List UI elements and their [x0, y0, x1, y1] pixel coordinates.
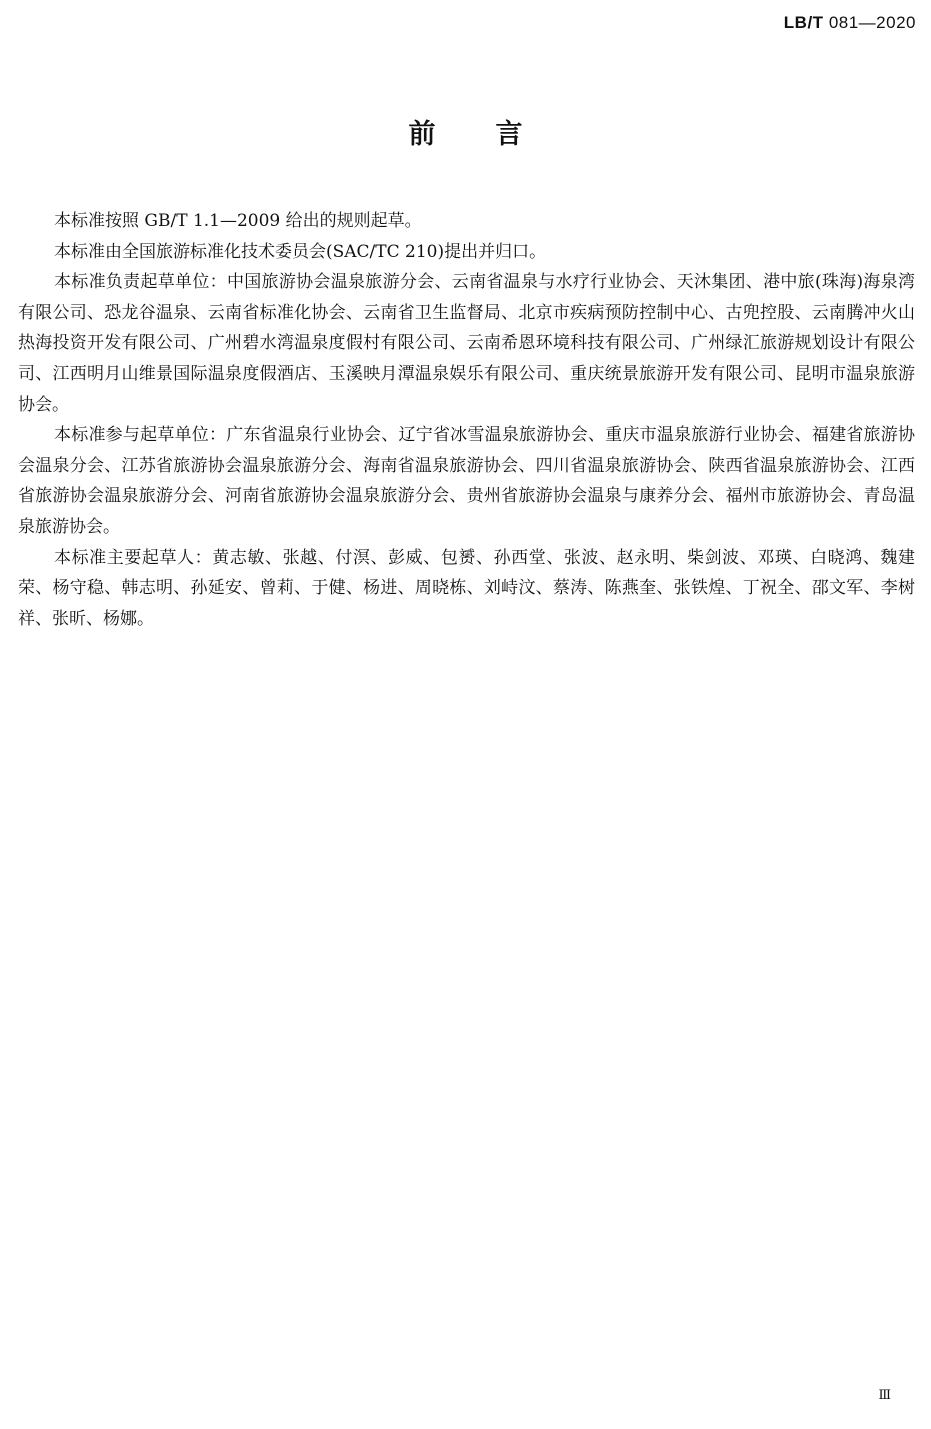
document-code — [784, 13, 916, 33]
paragraph-responsible-units: 本标准负责起草单位：中国旅游协会温泉旅游分会、云南省温泉与水疗行业协会、天沐集团、港中旅(珠海)海泉湾有限公司、恐龙谷温泉、云南省标准化协会、云南省卫生监督局、北京市疾病预防控制中心、古兜控股、云南腾冲火山热海投资开发有限公司、广州碧水湾温泉度假村有限公司、云南希恩环境科技有限公司、广州绿汇旅游规划设计有限公司、江西明月山维景国际温泉度假酒店、玉溪映月潭温泉娱乐有限公司、重庆统景旅游开发有限公司、昆明市温泉旅游协会。 — [18, 272, 915, 415]
paragraph-main-drafters: 本标准主要起草人：黄志敏、张越、付溟、彭威、包赟、孙西堂、张波、赵永明、柴剑波、邓瑛、白晓鸿、魏建荣、杨守稳、韩志明、孙延安、曾莉、于健、杨进、周晓栋、刘峙汶、蔡涛、陈燕奎、张铁煌、丁祝全、邵文军、李树祥、张昕、杨娜。 — [18, 547, 915, 629]
page-title: 前言 — [408, 119, 583, 150]
paragraph-drafting-rules: 本标准按照 GB/T 1.1—2009 给出的规则起草。 — [54, 211, 422, 231]
paragraph-proposer: 本标准由全国旅游标准化技术委员会(SAC/TC 210)提出并归口。 — [54, 241, 547, 262]
foreword-body — [18, 206, 915, 634]
document-code-number: 081—2020 — [828, 13, 916, 32]
page-number: Ⅲ — [878, 1388, 891, 1403]
document-code-prefix: LB/T — [783, 13, 824, 32]
paragraph-participating-units: 本标准参与起草单位：广东省温泉行业协会、辽宁省冰雪温泉旅游协会、重庆市温泉旅游行业协会、福建省旅游协会温泉分会、江苏省旅游协会温泉旅游分会、海南省温泉旅游协会、四川省温泉旅游协会、陕西省温泉旅游协会、江西省旅游协会温泉旅游分会、河南省旅游协会温泉旅游分会、贵州省旅游协会温泉与康养分会、福州市旅游协会、青岛温泉旅游协会。 — [18, 425, 915, 537]
